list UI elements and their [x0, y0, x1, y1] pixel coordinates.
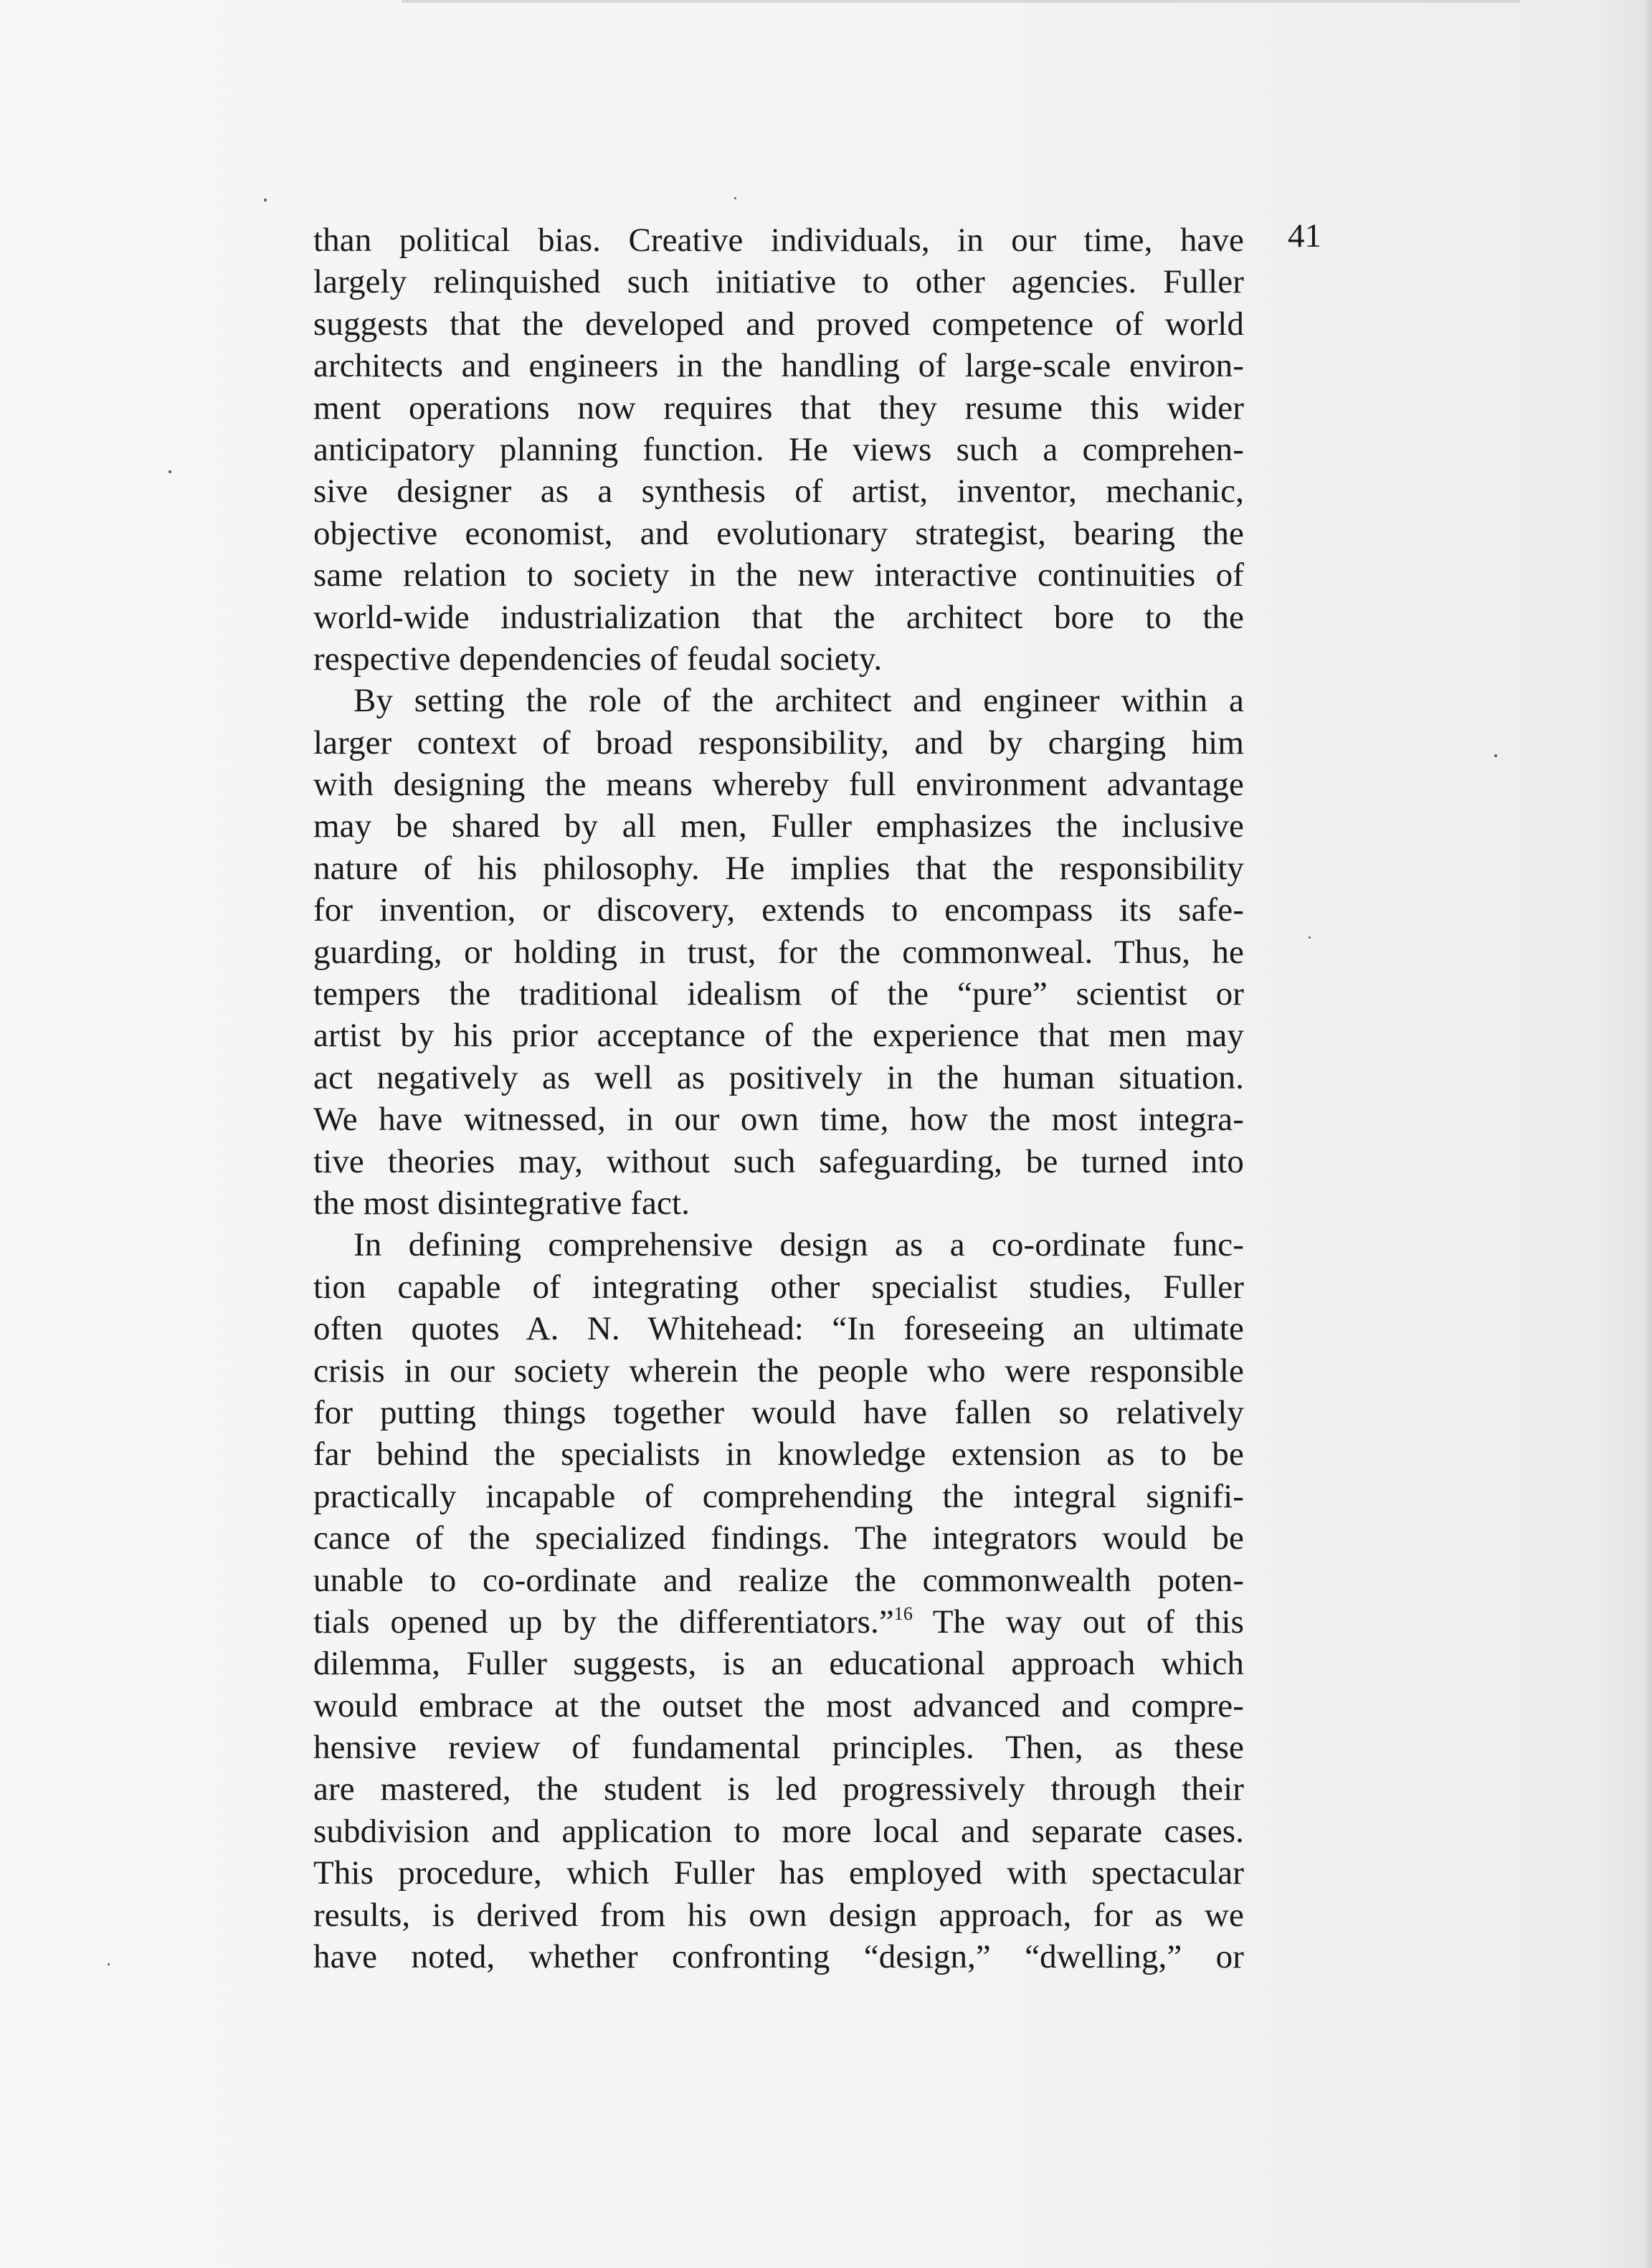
text-line: may be shared by all men, Fuller emphasizes the inclusive [313, 807, 1244, 845]
line-text-after-footnote: The way out of this [913, 1603, 1244, 1641]
text-line: This procedure, which Fuller has employed with spectacular [313, 1854, 1244, 1892]
text-line: act negatively as well as positively in the human situation. [313, 1058, 1244, 1096]
text-line: have noted, whether confronting “design,” “dwelling,” or [313, 1938, 1244, 1976]
text-line: artist by his prior acceptance of the experience that men may [313, 1017, 1244, 1055]
text-line: In defining comprehensive design as a co-ordinate func- [353, 1226, 1244, 1264]
text-line: sive designer as a synthesis of artist, inventor, mechanic, [313, 473, 1244, 511]
text-line: objective economist, and evolutionary strategist, bearing the [313, 514, 1244, 552]
paragraph-1 [313, 219, 1244, 680]
scan-speck [264, 199, 267, 201]
scan-speck [1309, 936, 1311, 939]
text-line: By setting the role of the architect and engineer within a [353, 682, 1244, 720]
text-line: the most disintegrative fact. [313, 1184, 690, 1222]
text-line: same relation to society in the new interactive continuities of [313, 556, 1244, 594]
text-line: subdivision and application to more local and separate cases. [313, 1812, 1244, 1850]
paragraph-2 [313, 680, 1244, 1224]
text-line: architects and engineers in the handling of large-scale environ- [313, 347, 1244, 385]
text-line: with designing the means whereby full environment advantage [313, 766, 1244, 804]
text-line: tempers the traditional idealism of the “pure” scientist or [313, 975, 1244, 1013]
text-line: far behind the specialists in knowledge extension as to be [313, 1436, 1244, 1474]
body-text [313, 219, 1244, 1978]
text-line: nature of his philosophy. He implies that the responsibility [313, 849, 1244, 887]
text-line: for putting things together would have fallen so relatively [313, 1393, 1244, 1431]
text-line: are mastered, the student is led progressively through their [313, 1770, 1244, 1808]
text-line: results, is derived from his own design approach, for as we [313, 1896, 1244, 1934]
page-number: 41 [1288, 217, 1321, 255]
text-line: than political bias. Creative individuals, in our time, have [313, 222, 1244, 259]
scan-speck [1494, 754, 1497, 757]
text-line: anticipatory planning function. He views such a comprehen- [313, 430, 1244, 468]
text-line: world-wide industrialization that the architect bore to the [313, 598, 1244, 636]
text-line: largely relinquished such initiative to other agencies. Fuller [313, 263, 1244, 301]
text-line: often quotes A. N. Whitehead: “In foreseeing an ultimate [313, 1310, 1244, 1348]
text-line: hensive review of fundamental principles. Then, as these [313, 1729, 1244, 1767]
text-line: practically incapable of comprehending the integral signifi- [313, 1477, 1244, 1515]
text-line: ment operations now requires that they resume this wider [313, 389, 1244, 427]
text-line: tive theories may, without such safeguarding, be turned into [313, 1142, 1244, 1180]
text-line: tion capable of integrating other specialist studies, Fuller [313, 1268, 1244, 1306]
text-line: We have witnessed, in our own time, how the most integra- [313, 1101, 1244, 1139]
scan-speck [734, 197, 736, 199]
text-line: suggests that the developed and proved competence of world [313, 305, 1244, 343]
scan-speck [108, 1963, 110, 1965]
page-top-edge [402, 0, 1520, 3]
text-line: larger context of broad responsibility, and by charging him [313, 723, 1244, 761]
text-line: for invention, or discovery, extends to encompass its safe- [313, 891, 1244, 929]
text-line: cance of the specialized findings. The integrators would be [313, 1519, 1244, 1557]
text-line: guarding, or holding in trust, for the commonweal. Thus, he [313, 933, 1244, 971]
text-line: respective dependencies of feudal society. [313, 640, 883, 678]
text-line: unable to co-ordinate and realize the commonwealth poten- [313, 1561, 1244, 1599]
text-line: would embrace at the outset the most advanced and compre- [313, 1686, 1244, 1724]
line-text-before-footnote: tials opened up by the differentiators.” [313, 1603, 894, 1641]
scan-speck [168, 470, 171, 473]
page-right-edge [1642, 0, 1652, 2268]
footnote-reference[interactable]: 16 [893, 1603, 913, 1624]
paragraph-3 [313, 1224, 1244, 1978]
text-line: crisis in our society wherein the people who were responsible [313, 1352, 1244, 1390]
text-line: dilemma, Fuller suggests, is an educational approach which [313, 1645, 1244, 1683]
text-line-with-footnote [313, 1601, 1244, 1643]
